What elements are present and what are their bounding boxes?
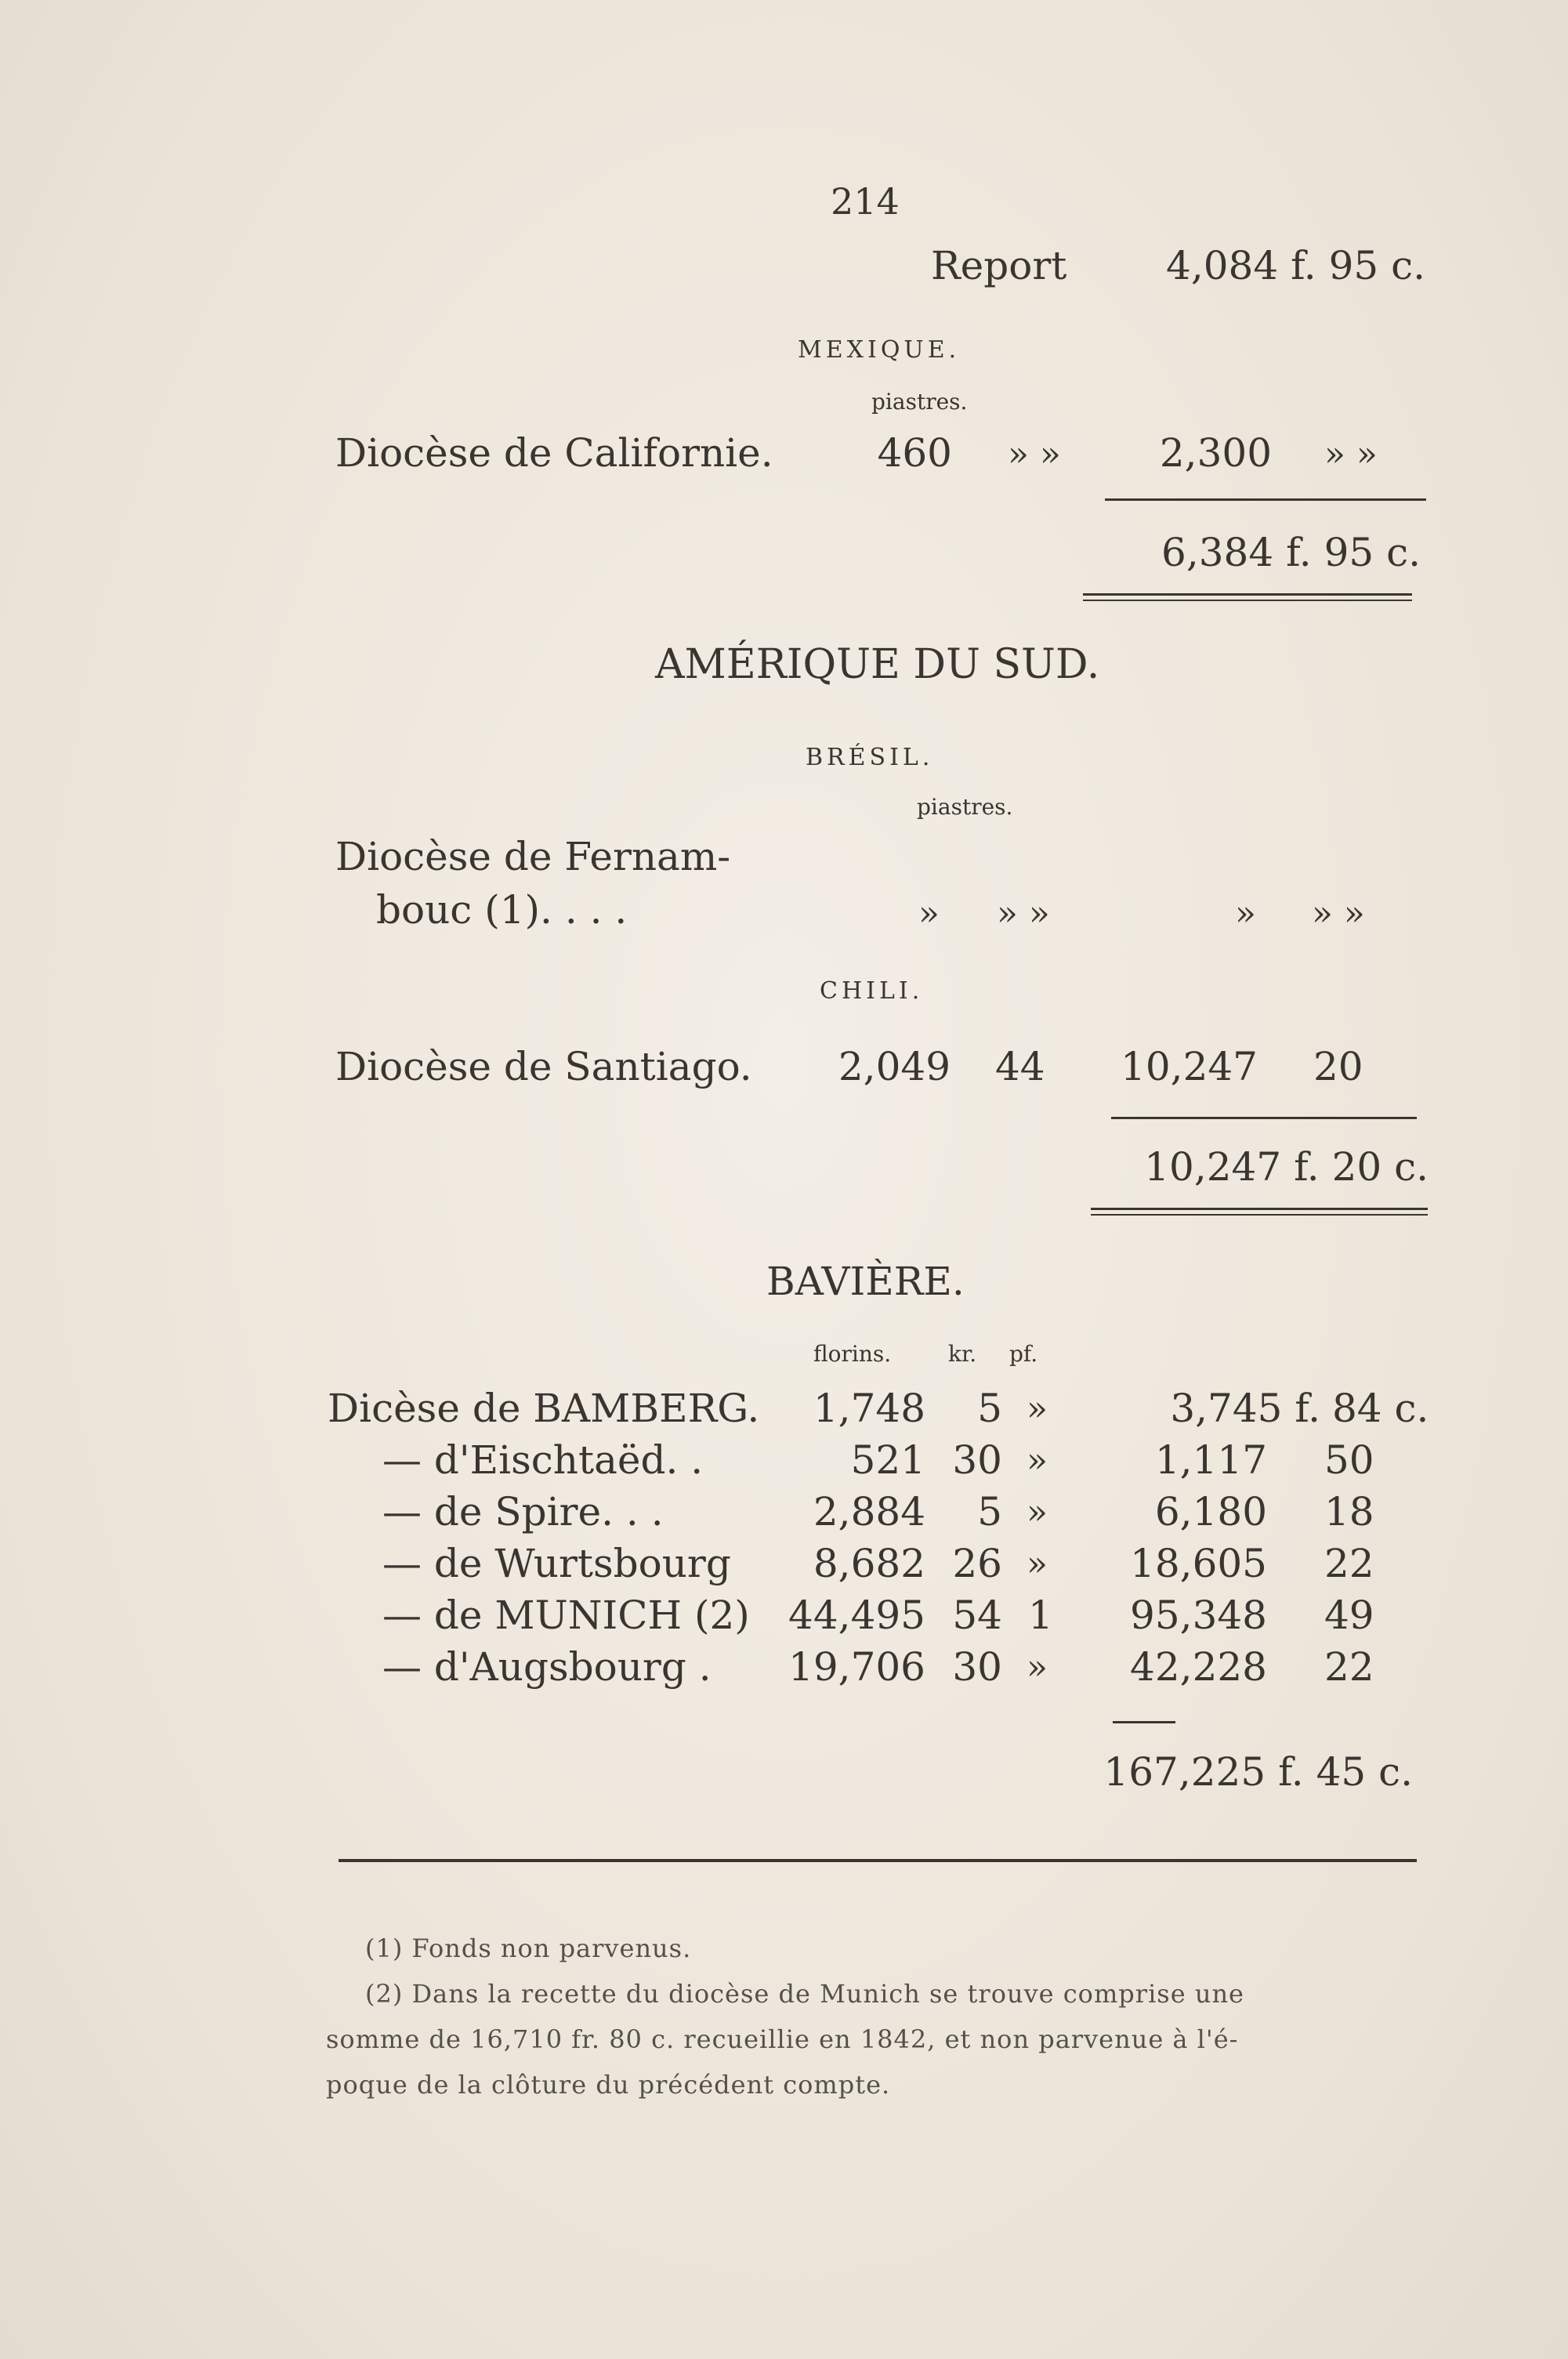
baviere-row-kr: 5 [977, 1386, 1002, 1431]
baviere-col-florins: florins. [813, 1341, 892, 1367]
baviere-row-cents: 22 [1324, 1541, 1374, 1586]
baviere-row-label: — de Spire. . . [382, 1489, 664, 1535]
baviere-row-pf: » [1027, 1544, 1048, 1584]
baviere-row-kr: 54 [952, 1593, 1002, 1638]
section-divider [1091, 1214, 1428, 1216]
footnote-2-line3: poque de la clôture du précédent compte. [326, 2070, 891, 2100]
chili-cents: 20 [1313, 1044, 1363, 1089]
baviere-row-kr: 30 [952, 1644, 1002, 1690]
section-divider [1083, 593, 1412, 596]
baviere-row-label: — de MUNICH (2) [382, 1593, 750, 1638]
chili-label: Diocèse de Santiago. [335, 1044, 752, 1089]
bresil-label-line1: Diocèse de Fernam- [335, 834, 731, 879]
baviere-sum-rule [1113, 1721, 1175, 1723]
baviere-row-florins: 19,706 [788, 1644, 925, 1690]
baviere-row-francs: 1,117 [1154, 1437, 1267, 1483]
section-divider [1091, 1208, 1428, 1210]
baviere-row-pf: » [1027, 1440, 1048, 1480]
baviere-row-pf: » [1027, 1492, 1048, 1532]
baviere-row-francs: 6,180 [1154, 1489, 1267, 1535]
bresil-piastres: » [918, 893, 940, 933]
amerique-sud-heading: AMÉRIQUE DU SUD. [655, 641, 1100, 688]
baviere-row-cents: 22 [1324, 1644, 1374, 1690]
baviere-col-kr: kr. [948, 1341, 977, 1367]
footnote-2-line2: somme de 16,710 fr. 80 c. recueillie en 1842, et non parvenue à l'é- [326, 2024, 1239, 2054]
mexique-row-piastres: 460 [877, 430, 952, 476]
mexique-row-piastres-rest: » » [1008, 434, 1061, 474]
baviere-row-florins: 521 [850, 1437, 925, 1483]
mexique-row-francs: 2,300 [1159, 430, 1272, 476]
baviere-row-florins: 2,884 [813, 1489, 925, 1535]
amerique-sum-rule [1111, 1117, 1417, 1119]
baviere-row-kr: 26 [952, 1541, 1002, 1586]
report-label: Report [931, 243, 1067, 288]
baviere-row-cents: 49 [1324, 1593, 1374, 1638]
bresil-francs: » [1235, 893, 1256, 933]
mexique-row-cents: » » [1324, 434, 1378, 474]
baviere-row-label: — de Wurtsbourg [382, 1541, 731, 1586]
baviere-row-cents: 18 [1324, 1489, 1374, 1535]
section-divider [1083, 600, 1412, 601]
mexique-total: 6,384 f. 95 c. [1161, 530, 1421, 575]
chili-francs: 10,247 [1121, 1044, 1258, 1089]
bresil-piastres-rest: » » [997, 893, 1050, 933]
baviere-total: 167,225 f. 45 c. [1103, 1749, 1413, 1795]
chili-heading: CHILI. [820, 977, 924, 1005]
baviere-row-label: — d'Eischtaëd. . [382, 1437, 704, 1483]
bresil-label-line2: bouc (1). . . . [376, 887, 628, 933]
bresil-unit: piastres. [917, 794, 1013, 820]
mexique-sum-rule [1105, 498, 1426, 501]
baviere-row-francs: 18,605 [1130, 1541, 1267, 1586]
page-number: 214 [831, 180, 900, 223]
baviere-row-francs: 42,228 [1130, 1644, 1267, 1690]
baviere-row-kr: 30 [952, 1437, 1002, 1483]
footnote-2-line1: (2) Dans la recette du diocèse de Munich se trouve comprise une [365, 1979, 1244, 2009]
footnote-1: (1) Fonds non parvenus. [365, 1933, 692, 1963]
baviere-row-francs: 95,348 [1130, 1593, 1267, 1638]
page-rule [339, 1859, 1417, 1862]
mexique-heading: MEXIQUE. [798, 336, 961, 364]
chili-piastres-rest: 44 [995, 1044, 1045, 1089]
baviere-row-francs: 3,745 f. [1170, 1386, 1320, 1431]
mexique-unit: piastres. [871, 389, 968, 415]
baviere-col-pf: pf. [1009, 1341, 1038, 1367]
bresil-heading: BRÉSIL. [806, 744, 934, 771]
chili-piastres: 2,049 [838, 1044, 951, 1089]
baviere-heading: BAVIÈRE. [766, 1259, 965, 1304]
baviere-row-pf: » [1027, 1647, 1048, 1687]
baviere-row-florins: 8,682 [813, 1541, 925, 1586]
baviere-row-label: Dicèse de BAMBERG. [328, 1386, 760, 1431]
report-amount: 4,084 f. 95 c. [1166, 243, 1425, 288]
mexique-row-label: Diocèse de Californie. [335, 430, 773, 476]
baviere-row-florins: 44,495 [788, 1593, 925, 1638]
bresil-cents: » » [1312, 893, 1365, 933]
baviere-row-label: — d'Augsbourg . [382, 1644, 712, 1690]
amerique-total: 10,247 f. 20 c. [1144, 1144, 1429, 1190]
baviere-row-pf: » [1027, 1389, 1048, 1429]
baviere-row-cents: 50 [1324, 1437, 1374, 1483]
baviere-row-cents: 84 c. [1332, 1386, 1429, 1431]
baviere-row-pf: 1 [1028, 1593, 1053, 1638]
baviere-row-kr: 5 [977, 1489, 1002, 1535]
baviere-row-florins: 1,748 [813, 1386, 925, 1431]
